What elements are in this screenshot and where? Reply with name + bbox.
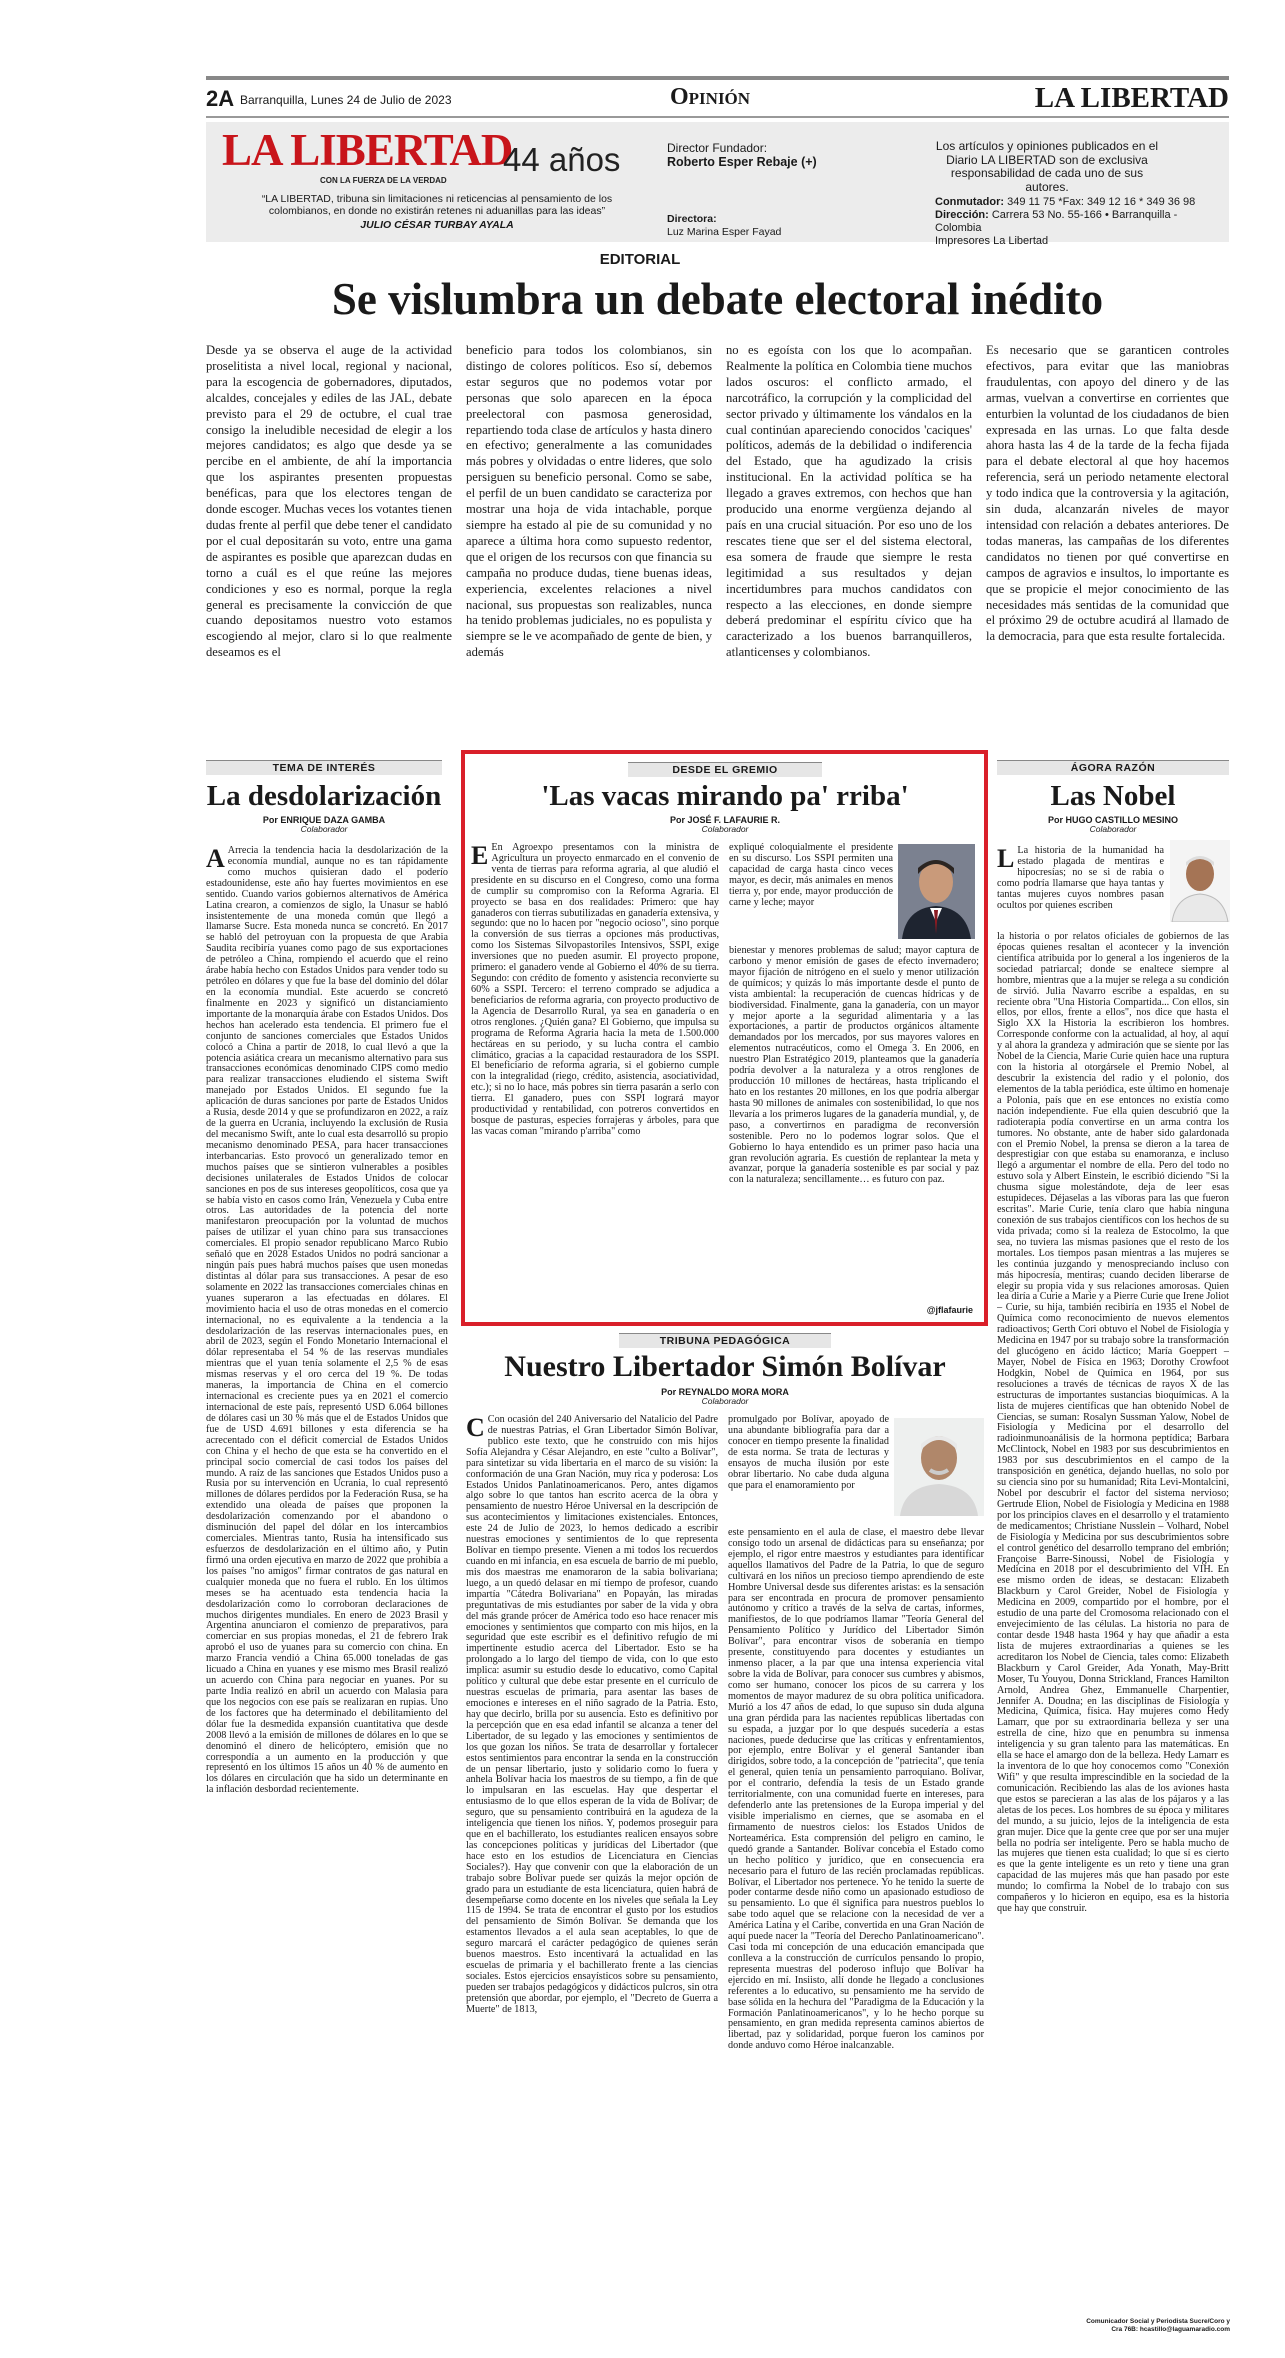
right-kicker: ÁGORA RAZÓN: [997, 760, 1229, 775]
portrait-icon: [1170, 840, 1230, 922]
address: Carrera 53 No. 55-166 • Barranquilla - Colombia: [935, 209, 1178, 234]
left-body: A Arrecia la tendencia hacia la desdolarización de la economía mundial, aunque no es tan rápidamente como muchos quisieran dado el poderío estadounidense, este año hay fuertes movimientos en ese sentido. Cuando varios gobiernos alternativos de América Latina crearon, a comienzos de siglo, la Unasur se habló insistentemente de una moneda común que llegó a llamarse Sucre. Esta moneda nunca se concretó. En 2017 se habló del petroyuan con la propuesta de que Arabia Saudita recibiría yuanes como pago de sus exportaciones de petróleo a China, rompiendo el acuerdo que el reino árabe había hecho con Estados Unidos para vender todo su petróleo en dólares y que fue la base del dominio del dólar en la economía mundial. Este acuerdo se concretó finalmente en 2023 y significó un distanciamiento importante de la monarquía árabe con Estados Unidos. Dos hechos han acelerado esta tendencia. El primero fue el conjunto de sanciones comerciales que Estados Unidos colocó a China a partir de 2018, lo cual llevó a que la potencia asiática creara un mecanismo alternativo para sus transacciones económicas denominado CIPS como medio para realizar transacciones eludiendo el sistema Swift manejado por Estados Unidos. El segundo fue la aplicación de duras sanciones por parte de Estados Unidos a Rusia, desde 2014 y que se profundizaron en 2022, a raíz de la guerra en Ucrania, incluyendo la exclusión de Rusia del mecanismo Swift, ante lo cual esta desarrolló su propio mecanismo denominado PESA, para hacer transacciones interbancarias. Esto provocó un generalizado temor en muchos países que se sintieron vulnerables a posibles decisiones unilaterales de Estados Unidos de colocar sanciones en pos de sus intereses geopolíticos, cosa que ya se había visto en casos como Irán, Venezuela y Cuba entre otros. Las autoridades de la potencia del norte manifestaron preocupación por la voluntad de muchos países de utilizar el yuan chino para sus transacciones comerciales. El propio senador republicano Marco Rubio señaló que en 2028 Estados Unidos no podrá sancionar a ningún país pues habrá muchos países que usen monedas distintas al dólar para sus transacciones. A pesar de eso solamente en 2022 las transacciones comerciales chinas en yuanes superaron a las efectuadas en dólares. El movimiento hacia el uso de otras monedas en el comercio internacional, no es equivalente a la tendencia a la desdolarización de las reservas internacionales pues, en abril de 2023, según el Fondo Monetario Internacional el dólar representaba el 54 % de las reservas mundiales mientras que el yuan tenía solamente el 2,5 % de esas mismas reservas y el oro cerca del 19 %. De todas maneras, la importancia de China en el comercio internacional es creciente pues ya en 2021 el comercio internacional de este país, representó USD 6.064 billones de dólares casi un 30 % más que el de Estados Unidos que fue de USD 4.691 billones y esta diferencia se ha acrecentado con el déficit comercial de Estados Unidos con China y el hecho de que esta se ha convertido en el principal socio comercial de casi todos los países del mundo. A raíz de las sanciones que Estados Unidos puso a Rusia por su intervención en Ucrania, lo cual representó millones de dólares perdidos por la Federación Rusa, se ha extendido una oleada de países que proponen la desdolarización comenzando por el abandono o disminución del papel del dólar en los intercambios comerciales. Mientras tanto, Rusia ha intensificado sus esfuerzos de desdolarización en el último año, y Putin firmó una orden ejecutiva en marzo de 2022 que prohibía a los países "no amigos" firmar contratos de gas natural en cualquier moneda que no fuera el rublo. En los últimos meses se ha acentuado esta tendencia hacia la desdolarización como lo corroboran declaraciones de muchos dirigentes mundiales. En enero de 2023 Brasil y Argentina anunciaron el comienzo de preparativos, para comerciar en sus propias monedas, el 21 de febrero Irak aprobó el uso de yuanes para su comercio con china. En marzo Francia vendió a China 65.000 toneladas de gas licuado a China en yuanes y ese mismo mes Brasil realizó un acuerdo con China para negociar en yuanes. Por su parte India realizó en abril un acuerdo con Malasia para que los negocios con ese país se realizaran en rupias. Uno de los factores que ha determinado el debilitamiento del dólar fue la desmedida expansión cuantitativa que desde 2008 llevó a la emisión de millones de dólares en lo que se denominó el dinero de helicóptero, emisión que no correspondía a un aumento en la producción y que representó en los últimos 15 años un 40 % de aumento en los dólares en circulación que ha sido un determinante en la inflación desbordad recientemente.: [206, 846, 448, 1796]
bottom-body-right: este pensamiento en el aula de clase, el maestro debe llevar consigo todo un arsenal de didácticas para su enseñanza; por ejemplo, el rigor entre maestros y estudiantes para identificar aquellos llamativos del Padre de la Patria, lo que de seguro cultivará en los niños un precioso tiempo aprendiendo de este Hombre Universal desde sus diferentes aristas: es la sensación para ser encontrada en procura de promover pensamiento autónomo y crítico a través de la selva de cartas, informes, manifiestos, de lo que podríamos llamar "Teoría General del Pensamiento Político y Jurídico del Libertador Simón Bolívar", para encontrar visos de soberanía en tiempo presente, constituyendo para docentes y estudiantes un inmenso placer, a la par que una intensa experiencia vital sobre la vida de Bolívar, para conocer sus cumbres y abismos, como ser humano, conocer los picos de su carrera y los momentos de mayor madurez de su obra política unificadora. Murió a los 47 años de edad, lo que supuso sin duda alguna una gran pérdida para las nacientes repúblicas libertadas con su espada, a juzgar por lo que después sucedería a estas naciones, puede deducirse que las críticas y enfrentamientos, por ejemplo, entre Bolívar y el general Santander iban dirigidos, sobre todo, a la concepción de "patriecita", que tenía el general, quien tenía un pensamiento parroquiano. Bolívar, por el contrario, defendía la tesis de un Estado grande territorialmente, con una comunidad fuerte en intereses, para defenderlo ante las pretensiones de la Europa imperial y del visible imperialismo en ciernes, que se asomaba en el firmamento de nuestros cielos: los Estados Unidos de Norteamérica. Esta comprensión del peligro en camino, le quedó grande a Santander. Bolívar concebía el Estado como un hecho político y jurídico, que en consecuencia era necesario para el futuro de las recién proclamadas repúblicas. Bolívar, el Libertador nos pertenece. Yo he tenido la suerte de poder contarme desde niño como un apasionado estudioso de su pensamiento. Lo que él significa para nuestros pueblos lo sabe todo aquel que se relacione con la necesidad de ver a América Latina y el Caribe, convertida en una Gran Nación de aquí puede nacer la "Teoría del Derecho Panlatinoamericano". Casi toda mi concepción de una educación emancipada que conlleva a la construcción de currículos pensando lo propio, representa muestras del poderoso influjo que Bolívar ha ejercido en mí. Insiisto, allí donde he llegado a conclusiones referentes a lo educativo, su pensamiento me ha servido de base sólida en la hechura del "Paradigma de la Educación y la Formación Panlatinoamericanos", y lo he hecho porque su pensamiento, en gran medida representa caminos abiertos de libertad, paz y solidaridad, porque fueron los caminos por donde anduvo como Héroe inalcanzable.: [728, 1528, 984, 2052]
center-body-right-top: expliqué coloquialmente el presidente en su discurso. Los SSPI permiten una capacidad de carga hasta cinco veces mayor, es decir, más animales en menos tierra y, por ende, mayor producción de carne y leche; mayor: [729, 843, 893, 908]
dateline: Barranquilla, Lunes 24 de Julio de 2023: [240, 93, 452, 107]
switchboard: 349 11 75 *Fax: 349 12 16 * 349 36 98: [1007, 196, 1196, 208]
masthead-quote: “LA LIBERTAD, tribuna sin limitaciones ni reticencias al pensamiento de los colombianos, en donde no existirán retenes ni aduanillas para las ideas”: [261, 193, 613, 217]
years-badge: 44 años: [503, 141, 621, 178]
bottom-kicker: TRIBUNA PEDAGÓGICA: [619, 1333, 831, 1348]
editorial-column-1: Desde ya se observa el auge de la actividad proselitista a nivel local, regional y nacional, para la escogencia de gobernadores, diputados, alcaldes, concejales y ediles de las JAL, debate previsto para el 29 de octubre, el cual trae consigo la ineludible necesidad de elegir a los mejores candidatos; es algo que desde ya se percibe en el ambiente, de ahí la importancia que los aspirantes presenten propuestas benéficas, para que los electores tengan de donde escoger. Muchas veces los votantes tienen dudas frente al perfil que debe tener el candidato por el cual depositarán su voto, entre una gama de aspirantes es posible que aparezcan dudas en torno a cuál es el que reúne las mejores condiciones y eso es normal, porque la regla general es precisamente la convicción de que cuando depositamos nuestro voto estamos escogiendo al mejor, claro si lo que realmente deseamos es el: [206, 343, 452, 660]
address-label: Dirección:: [935, 209, 989, 221]
printer: Impresores La Libertad: [935, 235, 1049, 247]
page-number: 2A: [206, 86, 235, 111]
bottom-body-right-top: promulgado por Bolívar, apoyado de una abundante bibliografía para dar a conocer en tiempo presente la finalidad de esta norma. Se trata de lecturas y ensayos de mucha ilusión por este obrar libertario. No cabe duda alguna que para el enamoramiento por: [728, 1415, 889, 1491]
left-title: La desdolarización: [206, 780, 442, 812]
disclaimer: Los artículos y opiniones publicados en el Diario LA LIBERTAD son de exclusiva responsabilidad de cada uno de sus autores.: [935, 139, 1159, 194]
center-title: 'Las vacas mirando pa' rriba': [541, 780, 909, 812]
contact-block: [935, 196, 1225, 248]
editorial-label: EDITORIAL: [599, 251, 681, 268]
switchboard-label: Conmutador:: [935, 196, 1005, 208]
founder-name: Roberto Esper Rebaje (+): [667, 155, 817, 169]
editorial-column-4: Es necesario que se garanticen controles efectivos, para evitar que las maniobras fraudulentas, con apoyo del dinero y de las armas, vuelvan a convertirse en corrientes que enturbien la voluntad de los ciudadanos de bien expresada en las urnas. Lo que falta desde ahora hasta las 4 de la tarde de la fecha fijada para el debate electoral al que hoy hacemos referencia, será un periodo netamente electoral y todo indica que la controversia y la agitación, sin duda, alcanzarán niveles de mayor intensidad con relación a debates anteriores. De todas maneras, las campañas de los diferentes candidatos no tienen por qué convertirse en campos de agravios e insultos, lo importante es que se propicie el mejor conocimiento de las necesidades más sentidas de la comunidad que el próximo 29 de octubre acudirá al llamado de la democracia, para que esta resulte fortalecida.: [986, 343, 1229, 644]
logo-tagline: CON LA FUERZA DE LA VERDAD: [320, 176, 447, 185]
left-byline: Por ENRIQUE DAZA GAMBA Colaborador: [262, 815, 386, 834]
section-name: Opinión: [670, 84, 751, 110]
portrait-icon: [894, 1418, 984, 1516]
left-kicker: TEMA DE INTERÉS: [206, 760, 442, 775]
founder-label: Director Fundador:: [667, 141, 768, 155]
bottom-body-left: C Con ocasión del 240 Aniversario del Natalicio del Padre de nuestras Patrias, el Gran Libertador Simón Bolívar, publico este texto, que he construido con mis hijos Sofía Alejandra y César Alejandro, en este "culto a Bolívar", para sintetizar su vida libertaria en el marco de su visión: la conformación de una Gran Nación, muy rica y poderosa: Los Estados Unidos Panlatinoamericanos. Pero, antes digamos algo sobre lo que tantos han escrito acerca de la obra y pensamiento de nuestro Héroe Universal en la descripción de sus acontecimientos y limitaciones existenciales. Entonces, este 24 de Julio de 2023, lo hemos dedicado a escribir nuestras emociones y sentimientos de lo que representa Bolívar en tiempo presente. Vienen a mi todos los recuerdos cuando en mi infancia, en esa escuela de barrio de mi pueblo, mis dos maestras me enamoraron de la sabia bolivariana; luego, a un quedó delasar en mí tiempo de profesor, cuando impartía "Cátedra Bolivariana" en Popayán, las miradas preguntativas de mis estudiantes por saber de la vida y obra del más grande prócer de América todo eso hace renacer mis emociones y sentimientos que comparto con mis hijos, en la seguridad que este escribir es el definitivo refugio de mi impertinente estudio acerca del Libertador. Esto se ha prolongado a lo largo del tiempo de vida, con lo que esto implica: asumir su estudio desde lo educativo, como Capital político y cultural que debe estar presente en el currículo de nuestras escuelas de primaria, para asentar las bases de emociones e intereses en el niño sagrado de la Patria. Esto, hay que decirlo, brilla por su ausencia. Esto es definitivo por la percepción que en esa edad infantil se alcanza a tener del Libertador, de su legado y las emociones y sentimientos de los que gozan los niños. Se trata de desarrollar y fortalecer estos sentimientos para encontrar la senda en la construcción de un pensar libertario, justo y solidario como lo fuera y anhela Bolívar hacia los maestros de su tiempo, a fin de que lo impulsaran en las escuelas. Hay que despertar el entusiasmo de lo que ellos esperan de la vida de Bolívar; de seguro, que su pensamiento contribuirá en la agudeza de la inteligencia que tienen los niños. Y, podemos proseguir para que en el bachillerato, los estudiantes realicen ensayos sobre las concepciones políticas y jurídicas del Libertador (que hace esto en los estudios de Licenciatura en Ciencias Sociales?). Hay que convenir con que la elaboración de un trabajo sobre Bolívar puede ser quizás la mejor opción de grado para un estudiante de esta licenciatura, quien habrá de desempeñarse como docente en los niveles que señala la Ley 115 de 1994. Se trata de encontrar el gusto por los estudios del pensamiento de Simón Bolívar. Se demanda que los estamentos llevados a el aula sean aceptables, lo que de seguro marcará el carácter pedagógico de quienes serán buenos maestros. Esto incentivará la actualidad en las escuelas de primaria y el bachillerato frente a las ciencias sociales. Estos ejercicios ensayísticos sobre su pensamiento, pueden ser trabajos pedagógicos y didácticos pulcros, sin otra pretensión que abordar, por ejemplo, el "Decreto de Guerra a Muerte" de 1813,: [466, 1415, 718, 2015]
right-footer: Comunicador Social y Periodista Sucre/Coro y Cra 76B: hcastillo@laguamaradio.com: [1086, 2318, 1230, 2333]
quote-author: JULIO CÉSAR TURBAY AYALA: [360, 219, 514, 231]
author-photo-lafaurie: [898, 844, 975, 939]
center-kicker: DESDE EL GREMIO: [628, 762, 822, 777]
director-name: Luz Marina Esper Fayad: [667, 226, 782, 238]
right-body-top: L La historia de la humanidad ha estado plagada de mentiras e hipocresías; no se si de rabia o como podría llamarse que haya tantas y tantas mujeres cuyos nombres pasan ocultos por quienes escriben: [997, 846, 1164, 911]
right-body: la historia o por relatos oficiales de gobiernos de las épocas quienes resaltan el acontecer y la invención científica atribuida por lo general a los ingenieros de la sociedad patriarcal; donde se enaltece siempre al hombre, mientras que a la mujer se relega a su condición de sirvió. Julia Navarro escribe a espaldas, en su reciente obra "Una Historia Compartida... Con ellos, sin ellos, por ellos, frente a ellos", nos dice que hasta el Siglo XX la Historia la escribieron los hombres. Corresponde conforme con la actualidad, al hoy, al aquí y al ahora la grandeza y admiración que se siente por las Nobel de la Ciencia, Marie Curie quien hace una ruptura con la historia al otorgársele el Premio Nobel, al descubrir la existencia del radio y el polonio, dos elementos de la tabla periódica, este último en homenaje a Polonia, país que en ese entonces no existía como nación independiente. Fue ella quien descubrió que la radioterapia podía convertirse en un arma contra los tumores. No obstante, ante de haber sido galardonada con el Premio Nobel, la prensa se dieron a la tarea de desprestigiar con que estaba su enamoranza, e incluso llegó a argumentar el nombre de ella. Pero del todo no estuvo sola y Albert Einstein, le escribió diciendo "Si la chusma sigue molestándote, deja de leer esas estupideces. Déjaselas a las víboras para las que fueron escritas". Marie Curie, tenía claro que había ninguna conexión de sus trabajos científicos con los hechos de su vida privada; como si la realeza de Estocolmo, la que sea, no tuviera las mismas pasiones que el resto de los mortales. Los tiempos pasan mientras a las mujeres se les continúa juzgando y menospreciando incluso con más hipocresía, mentiras; cuando deciden liberarse de elegir su propia vida y sus relaciones amorosas. Quien lea diría a Curie a Marie y a Pierre Curie que Irene Joliot – Curie, su hija, también recibiría en 1935 el Nobel de Química como reconocimiento de nuevos elementos radioactivos; Gerth Cori obtuvo el Nobel de Fisiología y Medicina en 1947 por su trabajo sobre la transformación del glucógeno en ácido láctico; María Goeppert – Mayer, Nobel de Física en 1963; Dorothy Crowfoot Hodgkin, Nobel de Química en 1964, por sus resoluciones a través de técnicas de rayos X de las estructuras de importantes sustancias bioquímicas. A la lista de mujeres científicas que han obtenido Nobel de Ciencias, se suman: Rosalyn Sussman Yalow, Nobel de Fisiología y Medicina por el desarrollo del radioinmunoanálisis de la hormona peptídica; Barbara McClintock, Nobel en 1983 por sus descubrimientos en 1983 por sus descubrimientos en el campo de la transposición en genética, dejando huellas, no solo por su ciencia sino por su humanidad; Rita Levi-Montalcini, Nobel por descubrir el factor del sistema nervioso; Gertrude Elion, Nobel de Fisiología y Medicina en 1988 por los principios claves en el desarrollo y el tratamiento de medicamentos; Christiane Nusslein – Volhard, Nobel de Fisiología y Medicina por sus descubrimientos sobre el control genético del desarrollo temprano del embrión; Françoise Barre-Sinoussi, Nobel de Fisiología y Medicina en 2018 por el descubrimiento del VIH. En ese mismo orden de ideas, se destacan: Elizabeth Blackburn y Carol Greider, Nobel de Fisiología y Medicina en 2009, compartido por el hombre, por el estudio de una parte del Cromosoma relacionado con el envejecimiento de las células. La historia no para de contar desde 1948 hasta 1964 y hay que añadir a esta lista de mujeres extraordinarias a quienes se les acreditaron los Nobel de Ciencia, tales como: Elizabeth Blackburn y Carol Greider, Ada Yonath, May-Britt Moser, Tu Youyou, Donna Strickland, Frances Hamilton Arnold, Andrea Ghez, Emmanuelle Charpentier, Jennifer A. Doudna; en las disciplinas de Fisiología y Medicina, Química, física. Hay mujeres como Hedy Lamarr, que por su extraordinaria belleza y ser una estrella de cine, hizo que en penumbra su inmensa inteligencia y su gran talento para las matemáticas. En ella se hace el amargo don de la belleza. Hedy Lamarr es la inventora de lo que hoy conocemos como "Conexión Wifi" y que resulta imprescindible en la sociedad de la comunicación. Recibiendo las alas de los aviones hasta que estos se parecieran a las alas de los pájaros y a las aletas de los peces. Los hombres de su época y militares del mundo, a su juicio, lejos de la inteligencia de esta gran mujer. Dice que la gente cree que por ser una mujer bella no podría ser inteligente. Pero se habla mucho de las mujeres que tienen esta cualidad; lo que sí es cierto es que la gente inteligente es un reto y tiene una gran capacidad de las mujeres más que han pasado por este mundo; lo comfirma la Nobel de lo trabajo con sus compañeros y lo hicieron en equipo, esa es la historia que hay que construir.: [997, 932, 1229, 1915]
bottom-byline: Por REYNALDO MORA MORA Colaborador: [661, 1387, 789, 1406]
paper-name: LA LIBERTAD: [1034, 82, 1229, 114]
portrait-icon: [898, 844, 975, 939]
director-label: Directora:: [667, 213, 717, 225]
right-title: Las Nobel: [1050, 780, 1176, 812]
header-top-rule: [206, 76, 1229, 80]
author-photo-castillo: [1170, 840, 1230, 922]
author-photo-mora: [894, 1418, 984, 1516]
center-byline: Por JOSÉ F. LAFAURIE R. Colaborador: [669, 815, 781, 834]
header-rule: [206, 116, 1229, 118]
editorial-title: Se vislumbra un debate electoral inédito: [331, 274, 1104, 324]
editorial-column-3: no es egoísta con los que lo acompañan. Realmente la política en Colombia tiene muchos lados oscuros: el conflicto armado, el narcotráfico, la corrupción y la complicidad del sector privado y últimamente los vándalos en la cual continúan apareciendo conocidos 'caciques' políticos, además de la debilidad o indiferencia del Estado, que ha agudizado la crisis institucional. En la actividad política se ha llegado a graves extremos, con hechos que han producido una enorme vergüenza dejando al país en una crucial situación. Por eso uno de los rescates tiene que ser el del sistema electoral, esa somera de fraude que siempre le resta legitimidad a sus resultados y dejan incertidumbres para muchos candidatos con respecto a las elecciones, en donde siempre deberá predominar el espíritu cívico que ha caracterizado a los buenos barranquilleros, atlanticenses y colombianos.: [726, 343, 972, 660]
editorial-column-2: beneficio para todos los colombianos, sin distingo de colores políticos. Eso sí, debemos estar seguros que no podemos votar por personas que solo aparecen en la época preelectoral con pasmosa generosidad, repartiendo toda clase de artículos y hasta dinero en efectivo; generalmente a las comunidades más pobres y olvidadas o entre lideres, que solo persiguen su beneficio personal. Como se sabe, el perfil de un buen candidato se caracteriza por mostrar una hoja de vida intachable, porque siempre ha estado al pie de su comunidad y no aparece a última hora como supuesto redentor, que el origen de los recursos con que financia su campaña no produce dudas, tiene buenas ideas, experiencia, excelentes relaciones a nivel nacional, sus propuestas son realizables, nunca ha tenido problemas judiciales, no es populista y siempre se le ve acompañado de gente de bien, y además: [466, 343, 712, 660]
center-signature: @jflafaurie: [926, 1305, 973, 1315]
right-byline: Por HUGO CASTILLO MESINO Colaborador: [1047, 815, 1179, 834]
center-body-right: bienestar y menores problemas de salud; mayor captura de carbono y menor emisión de gases de efecto invernadero; mayor fijación de nitrógeno en el suelo y menor utilización de químicos; y quizás lo más importante desde el punto de vista ambiental: la recuperación de cuencas hídricas y de biodiversidad. Finalmente, gana la ganadería, con un mayor y mejor aporte a la seguridad alimentaria y a las exportaciones, a partir de productos orgánicos altamente demandados por los mercados, por sus mayores valores en elementos nutracéuticos, como el Omega 3. En 2006, en nuestro Plan Estratégico 2019, planteamos que la ganadería podría devolver a la naturaleza y a otros renglones de producción 10 millones de hectáreas, hasta triplicando el hato en los restantes 20 millones, en los que podría albergar hasta 90 millones de animales con sostenibilidad, lo que nos llevaría a los primeros lugares de la ganadería mundial, y, de paso, a convertirnos en paradigma de reconversión sostenible. Pero no lo podemos lograr solos. Que el Gobierno lo haya entendido es un primer paso hacia una gran revolución agraria. Es cuestión de replantear la meta y avanzar, porque la ganadería sostenible es par social y paz con la naturaleza; sencillamente… es futuro con paz.: [729, 946, 979, 1186]
logo: LA LIBERTAD: [222, 125, 513, 175]
center-body-left: E En Agroexpo presentamos con la ministra de Agricultura un proyecto enmarcado en el convenio de venta de tierras para reforma agraria, al que aludió el presidente en su discurso en el Congreso, como una forma de cumplir su compromiso con la Reforma Agraria. El proyecto se basa en dos realidades: Primero: que hay ganaderos con tierras subutilizadas en ganadería extensiva, y segundo: que no lo hacen por "negocio ocioso", sino porque la conversión de sus tierras a opciones más productivas, como los Sistemas Silvopastoriles Intensivos, SSPI, exige inversiones que no pueden asumir. El proyecto propone, primero: el ganadero vende al Gobierno el 40% de su tierra. Segundo: con crédito de fomento y asistencia reconvierte su 60% a SSPI. Tercero: el terreno comprado se adjudica a beneficiarios de reforma agraria, con proyecto productivo de la Agencia de Desarrollo Rural, ya sea en ganadería o en otros renglones. ¿Quién gana? El Gobierno, que impulsa su programa de Reforma Agraria hacia la meta de 1.500.000 hectáreas en su periodo, y su lucha contra el cambio climático, gracias a la capacidad restauradora de los SSPI. El beneficiario de reforma agraria, si el gobierno cumple con la integralidad (riego, crédito, asistencia, asociatividad, etc.); si no lo hace, más pobres sin tierra pasarán a serlo con tierra. El ganadero, pues con SSPI logrará mayor productividad y rentabilidad, con potreros convertidos en bosque de pasturas, especies forrajeras y árboles, para que las vacas coman "mirando p'arriba" como: [471, 843, 719, 1137]
bottom-title: Nuestro Libertador Simón Bolívar: [504, 1350, 946, 1383]
